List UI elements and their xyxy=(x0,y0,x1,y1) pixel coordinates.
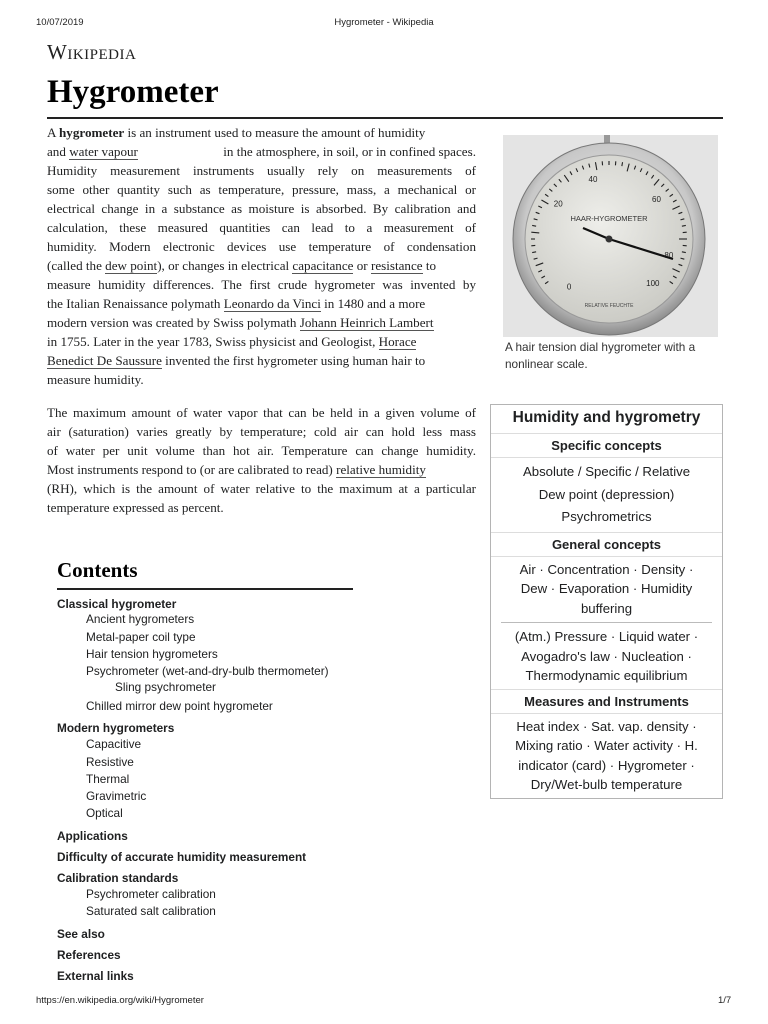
toc-item[interactable]: Psychrometer (wet-and-dry-bulb thermometer) xyxy=(86,664,329,678)
figure-caption: A hair tension dial hygrometer with a nonlinear scale. xyxy=(505,340,696,371)
toc-item[interactable]: Gravimetric xyxy=(86,789,147,803)
toc-item[interactable]: Ancient hygrometers xyxy=(86,612,195,626)
hygrometer-dial-icon xyxy=(503,135,718,337)
infobox-link[interactable]: indicator (card) · Hygrometer · xyxy=(518,757,695,773)
toc-item[interactable]: Psychrometer calibration xyxy=(86,887,216,901)
dial-number: 80 xyxy=(664,251,674,261)
dial-number: 60 xyxy=(652,195,661,205)
humidity-infobox xyxy=(490,404,723,799)
print-date: 10/07/2019 xyxy=(36,17,84,28)
contents-divider xyxy=(57,588,353,590)
link-resistance[interactable]: resistance xyxy=(370,258,423,273)
toc-item[interactable]: Capacitive xyxy=(86,737,142,751)
contents-title: Contents xyxy=(57,558,138,582)
infobox-list-specific xyxy=(491,458,722,532)
infobox-heading-general: General concepts xyxy=(491,532,722,557)
infobox-link[interactable]: Dry/Wet-bulb temperature xyxy=(530,777,683,792)
toc-item[interactable]: Difficulty of accurate humidity measurement xyxy=(57,850,307,864)
toc-item[interactable]: Modern hygrometers xyxy=(57,721,175,735)
infobox-list-measures xyxy=(491,714,722,798)
hygrometer-image[interactable] xyxy=(503,135,718,337)
infobox-heading-measures: Measures and Instruments xyxy=(491,689,722,714)
toc-item[interactable]: References xyxy=(57,948,121,962)
article-title: Hygrometer xyxy=(47,74,219,110)
toc-item[interactable]: Calibration standards xyxy=(57,871,179,885)
intro-paragraph: A hygrometer is an instrument used to measure the amount of humidity and water vapour in the atmosphere, in soil, or in confined spaces. Humidity measurement instruments usually rely on measurements of some other quantity such as temperature, pressure, mass, a mechanical or electrical change in a substance as moisture is absorbed. By calibration and calculation, these measured quantities can lead to a measurement of humidity. Modern electronic devices use temperature of condensation (called the dew point), or changes in electrical capacitance or resistance to measure humidity differences. The first crude hygrometer was invented by the Italian Renaissance polymath Leonardo da Vinci in 1480 and a more modern version was created by Swiss polymath Johann Heinrich Lambert in 1755. Later in the year 1783, Swiss physicist and Geologist, Horace Benedict De Saussure invented the first hygrometer using human hair to measure humidity. xyxy=(47,125,476,387)
saturation-paragraph: The maximum amount of water vapor that can be held in a given volume of air (saturation) varies greatly by temperature; cold air can hold less mass of water per unit volume than hot air. Temperature can change humidity. Most instruments respond to (or are calibrated to read) relative humidity (RH), which is the amount of water relative to the maximum at a particular temperature expressed as percent. xyxy=(47,405,476,515)
term-hygrometer: hygrometer xyxy=(59,125,125,140)
print-page-title: Hygrometer - Wikipedia xyxy=(334,17,434,28)
toc-item[interactable]: Thermal xyxy=(86,772,130,786)
link-leonardo-da-vinci[interactable]: Leonardo da Vinci xyxy=(223,296,321,311)
infobox-link[interactable]: Dew · Evaporation · Humidity xyxy=(520,581,693,596)
link-relative-humidity[interactable]: relative humidity xyxy=(336,462,426,477)
toc-item[interactable]: Metal-paper coil type xyxy=(86,630,196,644)
infobox-link[interactable]: Absolute / Specific / Relative xyxy=(522,464,691,479)
toc-item[interactable]: Sling psychrometer xyxy=(115,680,216,694)
dial-number: 100 xyxy=(646,278,660,288)
infobox-link[interactable]: buffering xyxy=(580,600,633,616)
infobox-link[interactable]: Dew point (depression) xyxy=(538,486,675,502)
infobox-link[interactable]: Avogadro's law · Nucleation · xyxy=(521,648,692,664)
link-johann-heinrich-lambert[interactable]: Johann Heinrich Lambert xyxy=(299,315,434,330)
dial-number: 40 xyxy=(588,175,598,185)
infobox-link[interactable]: (Atm.) Pressure · Liquid water · xyxy=(514,629,699,644)
toc-item[interactable]: Optical xyxy=(86,806,123,820)
toc-item[interactable]: External links xyxy=(57,969,134,983)
toc-item[interactable]: Applications xyxy=(57,829,128,843)
svg-text:RELATIVE FEUCHTE: RELATIVE FEUCHTE xyxy=(584,303,634,309)
toc-item[interactable]: Classical hygrometer xyxy=(57,597,177,611)
toc-item[interactable]: Saturated salt calibration xyxy=(86,904,216,918)
link-dew-point[interactable]: dew point xyxy=(105,258,158,273)
infobox-list-general xyxy=(491,557,722,689)
infobox-title: Humidity and hygrometry xyxy=(491,405,722,433)
link-horace-benedict-de-saussure[interactable]: Horace xyxy=(378,334,417,349)
dial-number: 20 xyxy=(553,199,563,209)
link-capacitance[interactable]: capacitance xyxy=(292,258,354,273)
toc-item[interactable]: Hair tension hygrometers xyxy=(86,647,218,661)
link-horace-benedict-de-saussure-cont[interactable]: Benedict De Saussure xyxy=(47,353,162,368)
dial-number: 0 xyxy=(566,282,572,292)
infobox-link[interactable]: Mixing ratio · Water activity · H. xyxy=(515,738,698,753)
infobox-divider xyxy=(501,622,712,623)
toc-item[interactable]: Resistive xyxy=(86,755,134,769)
toc-item[interactable]: Chilled mirror dew point hygrometer xyxy=(86,699,273,713)
infobox-link[interactable]: Heat index · Sat. vap. density · xyxy=(516,718,697,734)
print-url: https://en.wikipedia.org/wiki/Hygrometer xyxy=(36,995,204,1006)
infobox-heading-specific: Specific concepts xyxy=(491,433,722,458)
title-divider xyxy=(47,117,723,119)
infobox-link[interactable]: Thermodynamic equilibrium xyxy=(525,668,688,683)
link-water-vapour[interactable]: water vapour xyxy=(69,144,138,159)
infobox-link[interactable]: Psychrometrics xyxy=(561,509,652,524)
toc-item[interactable]: See also xyxy=(57,927,105,941)
print-page-number: 1/7 xyxy=(718,995,732,1006)
wikipedia-logo[interactable]: Wikipedia xyxy=(47,40,137,64)
svg-text:HAAR-HYGROMETER: HAAR-HYGROMETER xyxy=(570,214,648,223)
infobox-link[interactable]: Air · Concentration · Density · xyxy=(519,561,694,577)
